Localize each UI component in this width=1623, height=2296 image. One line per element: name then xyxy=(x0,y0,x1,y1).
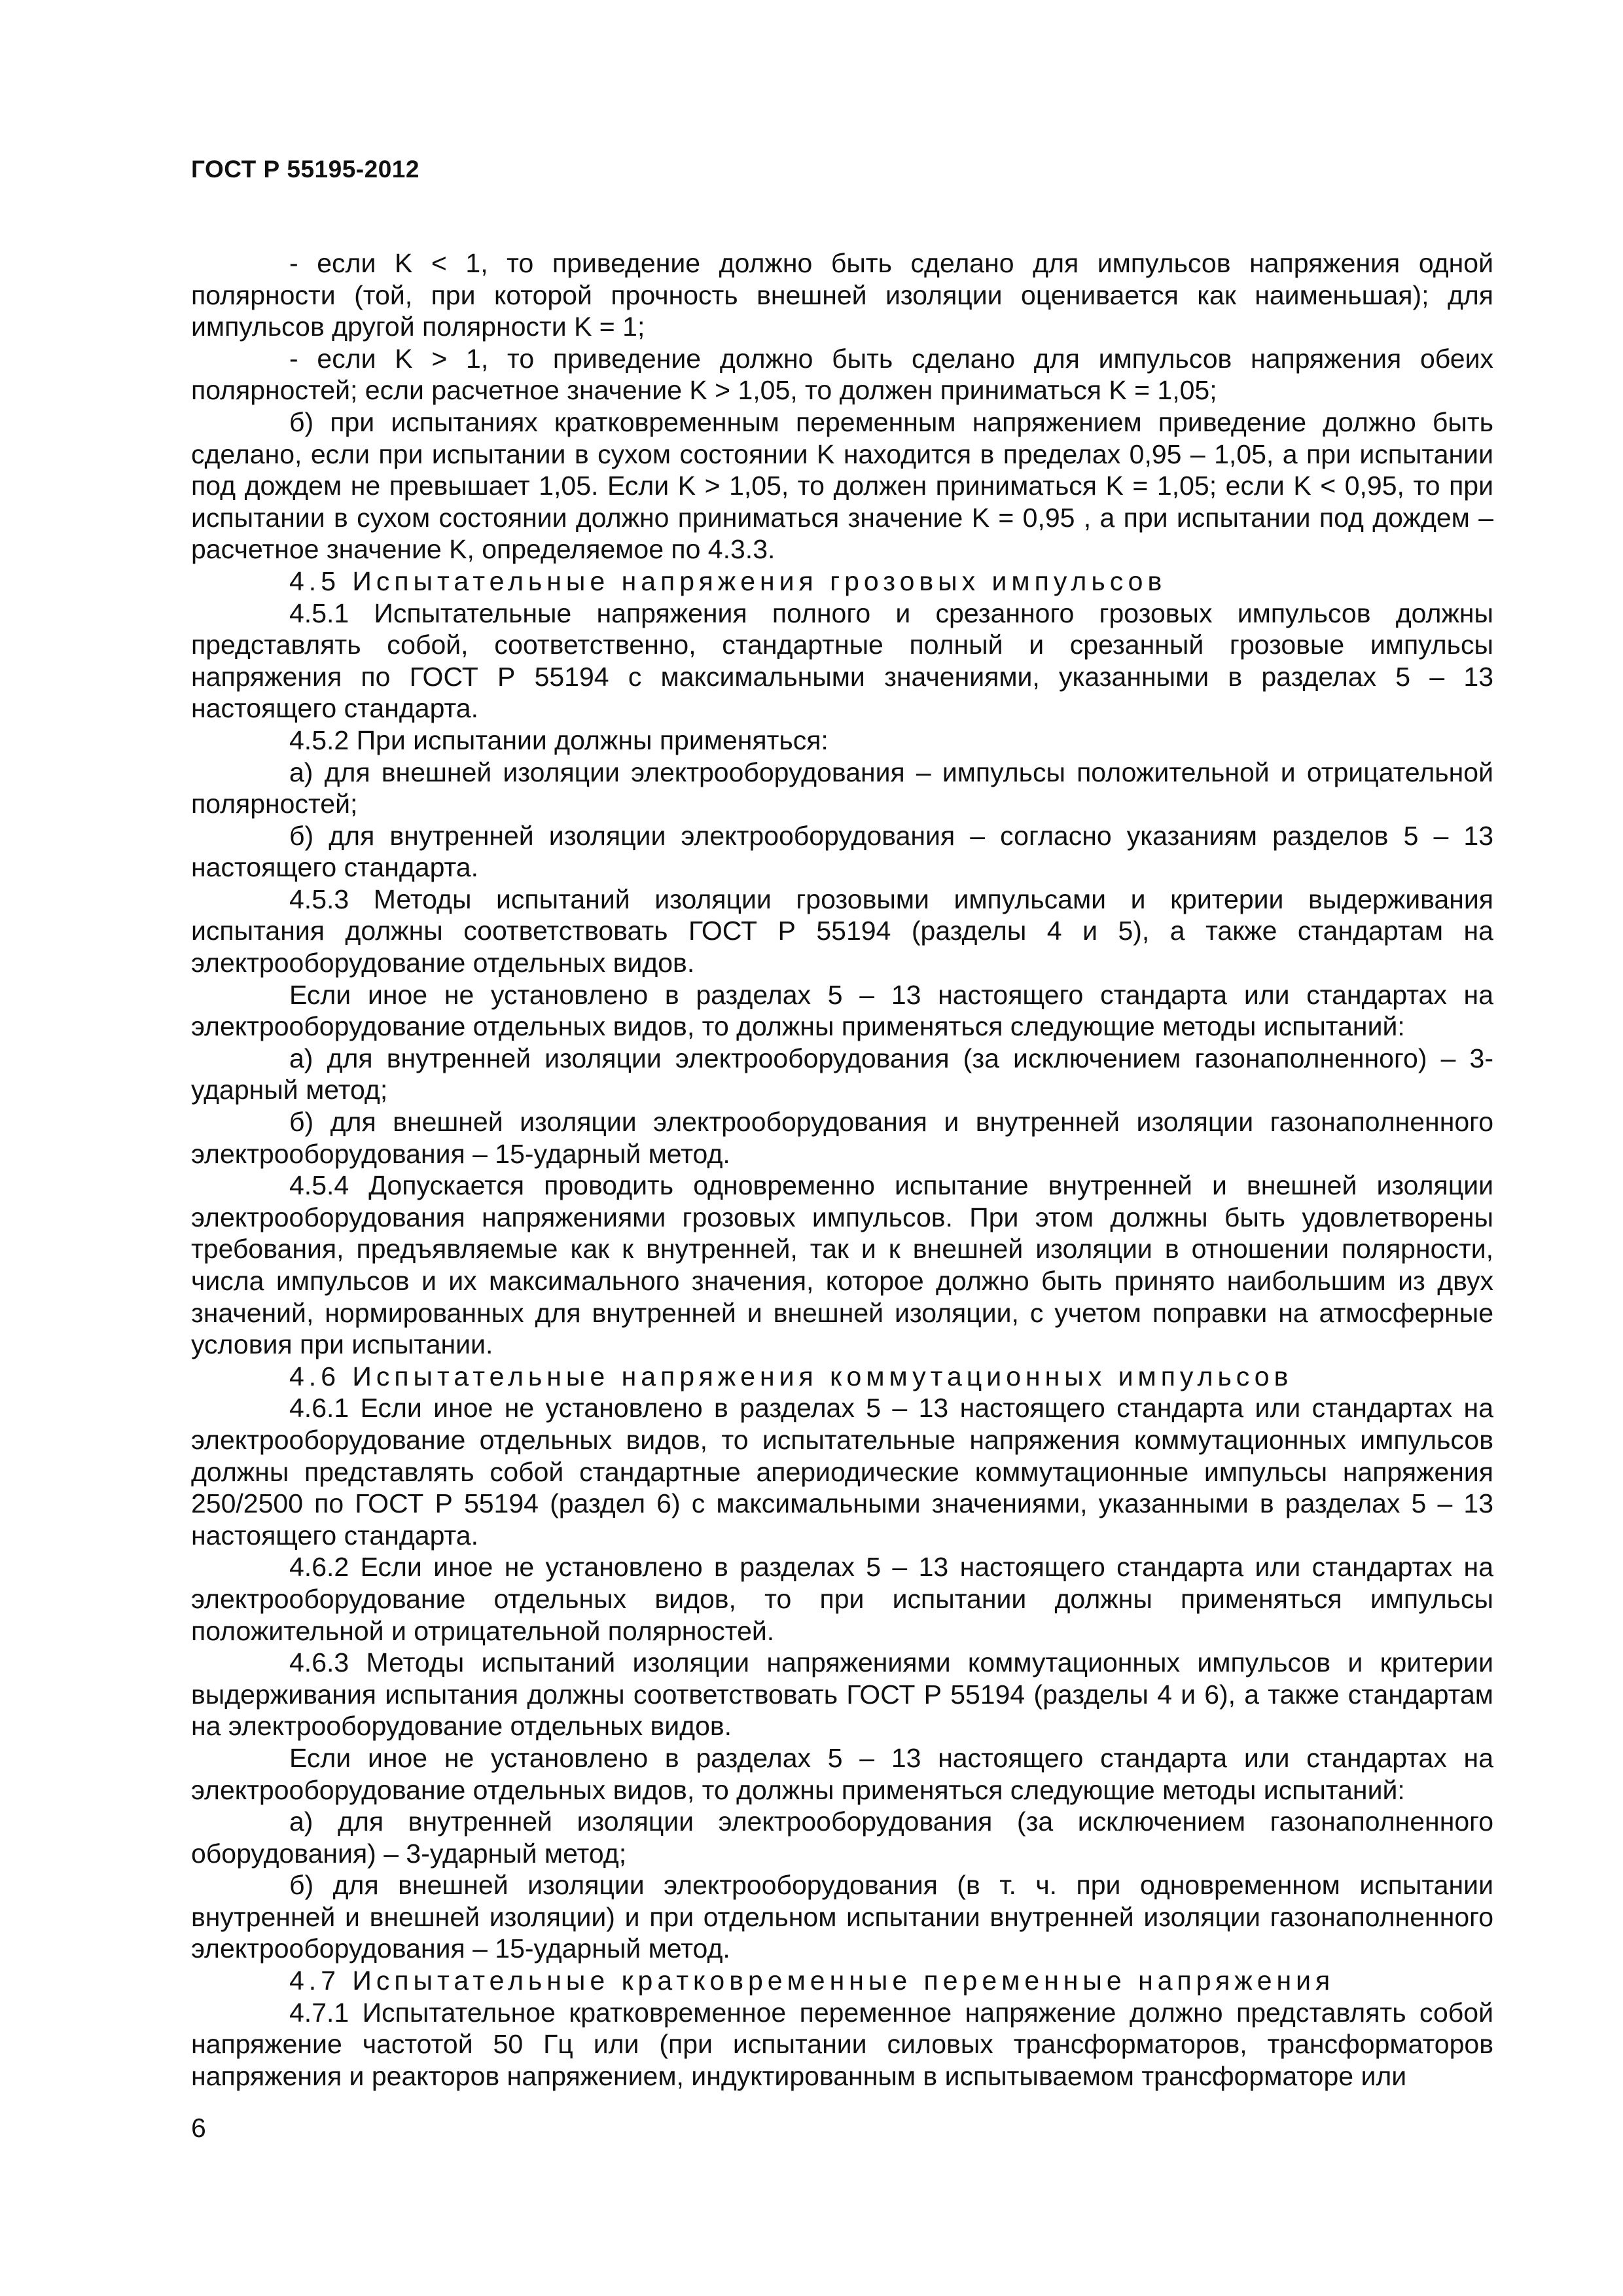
section-heading-4-7: 4.7 Испытательные кратковременные переменные напряжения xyxy=(289,1965,1335,1996)
paragraph-4-6-3-a: а) для внутренней изоляции электрооборудования (за исключением газонаполненного оборудования) – 3-ударный метод; xyxy=(191,1806,1493,1869)
page-number: 6 xyxy=(191,2113,206,2143)
paragraph-k-less-1: - если K < 1, то приведение должно быть сделано для импульсов напряжения одной полярности (той, при которой прочность внешней изоляции оценивается как наименьшая); для импульсов другой полярности K = 1; xyxy=(191,248,1493,342)
section-heading-4-6: 4.6 Испытательные напряжения коммутационных импульсов xyxy=(289,1361,1293,1391)
paragraph-k-greater-1: - если K > 1, то приведение должно быть сделано для импульсов напряжения обеих полярностей; если расчетное значение K > 1,05, то должен приниматься K = 1,05; xyxy=(191,343,1493,406)
paragraph-4-5-2-b: б) для внутренней изоляции электрооборудования – согласно указаниям разделов 5 – 13 настоящего стандарта. xyxy=(191,820,1493,883)
paragraph-4-5-3-b: б) для внешней изоляции электрооборудования и внутренней изоляции газонаполненного электрооборудования – 15-ударный метод. xyxy=(191,1107,1493,1169)
paragraph-4-5-3-note: Если иное не установлено в разделах 5 – 13 настоящего стандарта или стандартах на электрооборудование отдельных видов, то должны применяться следующие методы испытаний: xyxy=(191,979,1493,1042)
paragraph-4-5-2: 4.5.2 При испытании должны применяться: xyxy=(289,725,829,755)
document-body xyxy=(191,247,1493,2092)
paragraph-b-ac-voltage: б) при испытаниях кратковременным переменным напряжением приведение должно быть сделано, если при испытании в сухом состоянии K находится в пределах 0,95 – 1,05, а при испытании под дождем не превышает 1,05. Если K > 1,05, то должен приниматься K = 1,05; если K < 0,95, то при испытании в сухом состоянии должно приниматься значение K = 0,95 , а при испытании под дождем – расчетное значение K, определяемое по 4.3.3. xyxy=(191,406,1493,565)
document-header: ГОСТ Р 55195-2012 xyxy=(191,156,419,183)
paragraph-4-6-3-note: Если иное не установлено в разделах 5 – 13 настоящего стандарта или стандартах на электрооборудование отдельных видов, то должны применяться следующие методы испытаний: xyxy=(191,1742,1493,1805)
paragraph-4-7-1: 4.7.1 Испытательное кратковременное переменное напряжение должно представлять собой напряжение частотой 50 Гц или (при испытании силовых трансформаторов, трансформаторов напряжения и реакторов напряжением, индуктированным в испытываемом трансформаторе или xyxy=(191,1997,1493,2091)
paragraph-4-5-1: 4.5.1 Испытательные напряжения полного и срезанного грозовых импульсов должны представлять собой, соответственно, стандартные полный и срезанный грозовые импульсы напряжения по ГОСТ Р 55194 с максимальными значениями, указанными в разделах 5 – 13 настоящего стандарта. xyxy=(191,598,1493,724)
paragraph-4-6-2: 4.6.2 Если иное не установлено в разделах 5 – 13 настоящего стандарта или стандартах на электрооборудование отдельных видов, то при испытании должны применяться импульсы положительной и отрицательной полярностей. xyxy=(191,1552,1493,1646)
paragraph-4-6-1: 4.6.1 Если иное не установлено в разделах 5 – 13 настоящего стандарта или стандартах на электрооборудование отдельных видов, то испытательные напряжения коммутационных импульсов должны представлять собой стандартные апериодические коммутационные импульсы напряжения 250/2500 по ГОСТ Р 55194 (раздел 6) с максимальными значениями, указанными в разделах 5 – 13 настоящего стандарта. xyxy=(191,1393,1493,1551)
paragraph-4-6-3-b: б) для внешней изоляции электрооборудования (в т. ч. при одновременном испытании внутренней и внешней изоляции) и при отдельном испытании внутренней изоляции газонаполненного электрооборудования – 15-ударный метод. xyxy=(191,1870,1493,1964)
paragraph-4-5-3: 4.5.3 Методы испытаний изоляции грозовыми импульсами и критерии выдерживания испытания должны соответствовать ГОСТ Р 55194 (разделы 4 и 5), а также стандартам на электрооборудование отдельных видов. xyxy=(191,884,1493,978)
paragraph-4-5-2-a: а) для внешней изоляции электрооборудования – импульсы положительной и отрицательной полярностей; xyxy=(191,757,1493,819)
section-heading-4-5: 4.5 Испытательные напряжения грозовых импульсов xyxy=(289,565,1167,596)
paragraph-4-5-4: 4.5.4 Допускается проводить одновременно испытание внутренней и внешней изоляции электрооборудования напряжениями грозовых импульсов. При этом должны быть удовлетворены требования, предъявляемые как к внутренней, так и к внешней изоляции в отношении полярности, числа импульсов и их максимального значения, которое должно быть принято наибольшим из двух значений, нормированных для внутренней и внешней изоляции, с учетом поправки на атмосферные условия при испытании. xyxy=(191,1170,1493,1360)
paragraph-4-5-3-a: а) для внутренней изоляции электрооборудования (за исключением газонаполненного) – 3-ударный метод; xyxy=(191,1043,1493,1105)
paragraph-4-6-3: 4.6.3 Методы испытаний изоляции напряжениями коммутационных импульсов и критерии выдерживания испытания должны соответствовать ГОСТ Р 55194 (разделы 4 и 6), а также стандартам на электрооборудование отдельных видов. xyxy=(191,1647,1493,1742)
